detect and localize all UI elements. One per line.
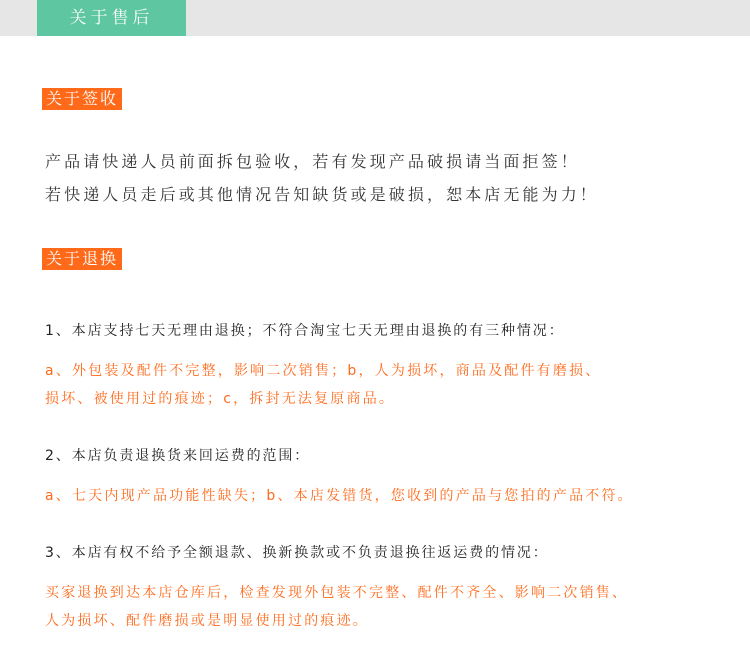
sign-line-2: 若快递人员走后或其他情况告知缺货或是破损，恕本店无能为力！ (45, 185, 599, 204)
return-item-3-detail-2: 人为损坏、配件磨损或是明显使用过的痕迹。 (45, 613, 369, 629)
header-bar (0, 0, 750, 36)
sign-section-label: 关于签收 (42, 88, 122, 110)
return-section-label: 关于退换 (42, 248, 122, 270)
after-sales-tab: 关于售后 (37, 0, 186, 36)
return-item-1-heading: 1、本店支持七天无理由退换；不符合淘宝七天无理由退换的有三种情况： (45, 323, 565, 339)
return-item-3-heading: 3、本店有权不给予全额退款、换新换款或不负责退换往返运费的情况： (45, 545, 549, 561)
return-item-2-detail-1: a、七天内现产品功能性缺失；b、本店发错货，您收到的产品与您拍的产品不符。 (45, 488, 634, 504)
return-item-2-heading: 2、本店负责退换货来回运费的范围： (45, 448, 311, 464)
return-item-1-detail-2: 损坏、被使用过的痕迹；c，拆封无法复原商品。 (45, 391, 396, 407)
sign-line-1: 产品请快递人员前面拆包验收，若有发现产品破损请当面拒签！ (45, 152, 580, 171)
return-item-1-detail-1: a、外包装及配件不完整，影响二次销售；b，人为损坏，商品及配件有磨损、 (45, 363, 602, 379)
return-item-3-detail-1: 买家退换到达本店仓库后，检查发现外包装不完整、配件不齐全、影响二次销售、 (45, 585, 629, 601)
